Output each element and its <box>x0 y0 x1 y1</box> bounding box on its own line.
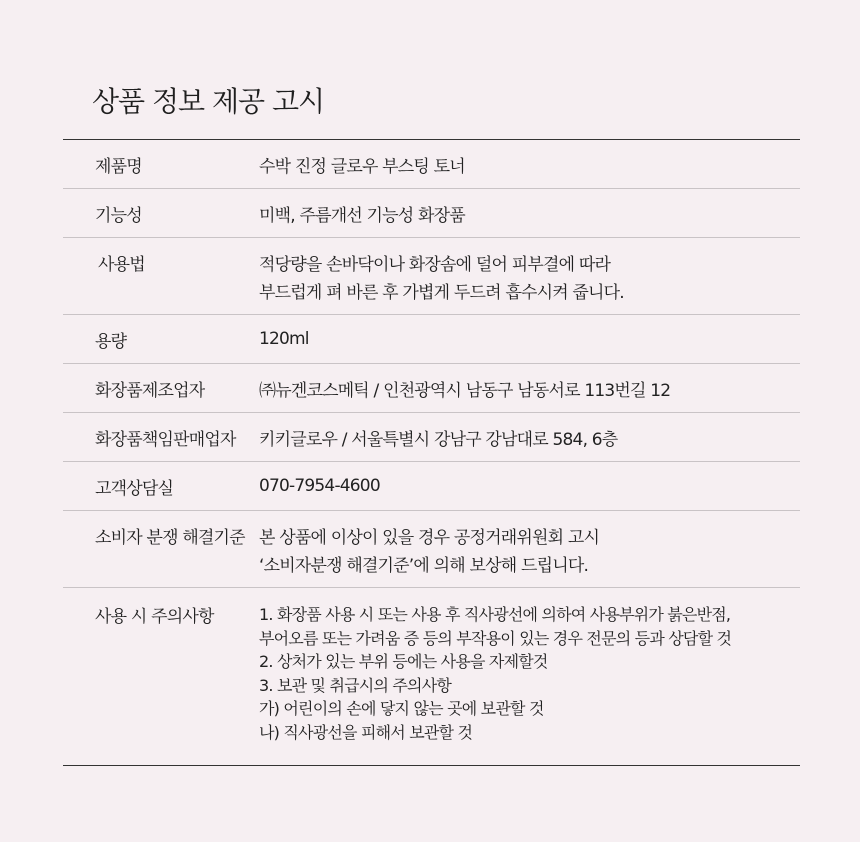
row-value <box>259 376 800 401</box>
row-value <box>259 152 800 177</box>
value-line: 부어오름 또는 가려움 증 등의 부작용이 있는 경우 전문의 등과 상담할 것 <box>259 628 732 648</box>
value-line: 120ml <box>259 329 309 349</box>
row-value <box>259 201 800 226</box>
value-line: 미백, 주름개선 기능성 화장품 <box>259 205 465 226</box>
page-title: 상품 정보 제공 고시 <box>92 85 325 118</box>
info-row-volume <box>63 315 800 364</box>
row-value <box>259 251 800 314</box>
info-row-manufacturer <box>63 364 800 413</box>
value-line: 3. 보관 및 취급시의 주의사항 <box>259 675 452 695</box>
row-value <box>259 524 800 587</box>
value-line: 본 상품에 이상이 있을 경우 공정거래위원회 고시 <box>259 528 600 548</box>
info-row-functionality <box>63 189 800 238</box>
value-line: 부드럽게 펴 바른 후 가볍게 두드려 흡수시켜 줍니다. <box>259 283 624 303</box>
value-line: 적당량을 손바닥이나 화장솜에 덜어 피부결에 따라 <box>259 255 611 275</box>
value-line: 2. 상처가 있는 부위 등에는 사용을 자제할것 <box>259 652 548 671</box>
row-value <box>259 603 800 765</box>
value-line: 가) 어린이의 손에 닿지 않는 곳에 보관할 것 <box>259 699 544 718</box>
row-label: 사용법 <box>98 255 145 275</box>
row-label: 기능성 <box>95 205 142 226</box>
value-line: 키키글로우 / 서울특별시 강남구 강남대로 584, 6층 <box>259 429 618 450</box>
row-label: 용량 <box>95 331 127 352</box>
value-line: 070-7954-4600 <box>259 476 380 496</box>
row-value <box>259 476 800 496</box>
row-label: 소비자 분쟁 해결기준 <box>95 528 245 548</box>
value-line: ㈜뉴겐코스메틱 / 인천광역시 남동구 남동서로 113번길 12 <box>259 380 671 401</box>
info-row-customer-service <box>63 462 800 511</box>
value-line: ‘소비자분쟁 해결기준’에 의해 보상해 드립니다. <box>259 556 589 576</box>
info-row-dispute-resolution <box>63 511 800 588</box>
product-info-table <box>63 139 800 766</box>
value-line: 나) 직사광선을 피해서 보관할 것 <box>259 722 473 742</box>
value-line: 수박 진정 글로우 부스팅 토너 <box>259 156 465 177</box>
info-row-usage <box>63 238 800 315</box>
value-line: 1. 화장품 사용 시 또는 사용 후 직사광선에 의하여 사용부위가 붉은반점, <box>259 605 731 624</box>
info-row-product-name <box>63 140 800 189</box>
info-row-precautions <box>63 588 800 765</box>
row-value <box>259 329 800 349</box>
row-label: 사용 시 주의사항 <box>95 607 214 627</box>
row-label: 고객상담실 <box>95 478 174 499</box>
row-value <box>259 425 800 450</box>
row-label: 제품명 <box>95 156 142 177</box>
info-row-distributor <box>63 413 800 462</box>
row-label: 화장품제조업자 <box>95 380 205 401</box>
row-label: 화장품책임판매업자 <box>95 429 236 450</box>
